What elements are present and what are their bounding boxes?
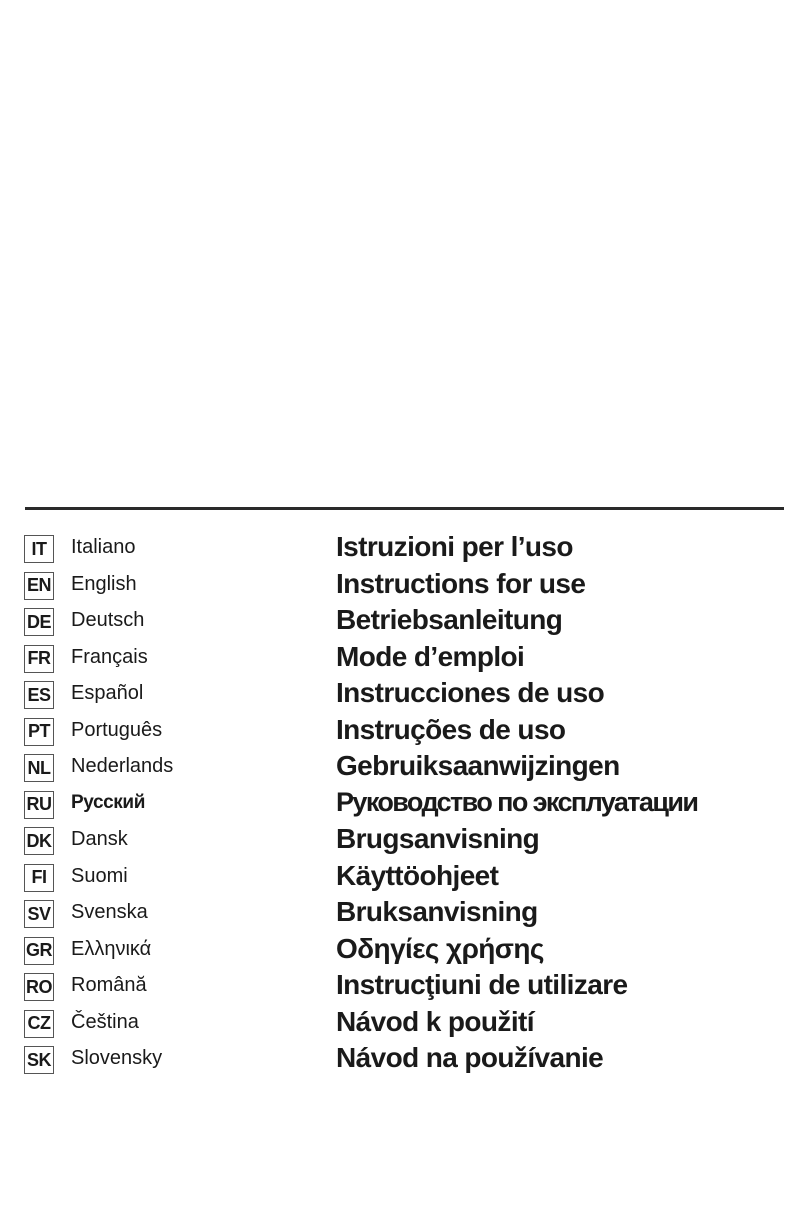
language-row-it [24,532,784,569]
language-code-badge: ES [24,681,54,709]
language-row-fr [24,642,784,679]
instructions-title: Mode d’emploi [336,640,525,672]
language-code-badge: EN [24,572,54,600]
divider-rule [25,507,784,510]
instructions-title: Brugsanvisning [336,823,540,854]
language-name: Ελληνικά [71,937,152,960]
instructions-title: Instrucciones de uso [336,677,605,708]
language-list [24,532,784,1080]
language-name: Español [71,682,144,704]
language-row-ro [24,970,784,1007]
language-code-badge: SV [24,900,54,928]
language-name: Italiano [71,536,136,558]
language-code-badge: CZ [24,1010,54,1038]
instructions-title: Návod na používanie [336,1042,604,1073]
language-row-es [24,678,784,715]
language-row-gr [24,934,784,971]
language-name: Slovensky [71,1047,163,1069]
instructions-title: Betriebsanleitung [336,604,563,635]
language-row-sk [24,1043,784,1080]
language-code-badge: RU [24,791,54,819]
instructions-title: Käyttöohjeet [336,859,499,891]
language-name: Français [71,645,148,668]
instructions-title: Gebruiksaanwijzingen [336,750,620,781]
language-code-badge: FR [24,645,54,673]
instructions-title: Bruksanvisning [336,896,538,927]
language-name: Português [71,718,163,741]
instructions-title: Návod k použití [336,1005,534,1037]
language-code-badge: IT [24,535,54,563]
language-name: Svenska [71,901,148,923]
instructions-title: Οδηγίες χρήσης [336,932,544,964]
language-code-badge: NL [24,754,54,782]
language-row-fi [24,861,784,898]
language-name: Deutsch [71,609,145,631]
language-code-badge: FI [24,864,54,892]
language-row-nl [24,751,784,788]
language-row-en [24,569,784,606]
instructions-title: Instruções de uso [336,713,566,745]
language-row-cz [24,1007,784,1044]
instructions-title: Istruzioni per l’uso [336,531,573,562]
language-code-badge: DK [24,827,54,855]
language-name: Română [71,974,147,996]
language-name: Русский [71,791,145,813]
language-name: Dansk [71,828,128,850]
language-name: Čeština [71,1010,139,1033]
language-code-badge: GR [24,937,54,965]
language-name: Nederlands [71,755,174,777]
language-name: English [71,572,137,595]
instructions-title: Instrucţiuni de utilizare [336,969,628,1000]
language-row-ru [24,788,784,825]
language-row-sv [24,897,784,934]
language-code-badge: RO [24,973,54,1001]
language-code-badge: PT [24,718,54,746]
instructions-title: Руководство по эксплуатации [336,786,698,817]
language-row-dk [24,824,784,861]
language-code-badge: SK [24,1046,54,1074]
language-code-badge: DE [24,608,54,636]
instructions-title: Instructions for use [336,567,586,599]
language-row-de [24,605,784,642]
language-name: Suomi [71,864,128,887]
language-row-pt [24,715,784,752]
